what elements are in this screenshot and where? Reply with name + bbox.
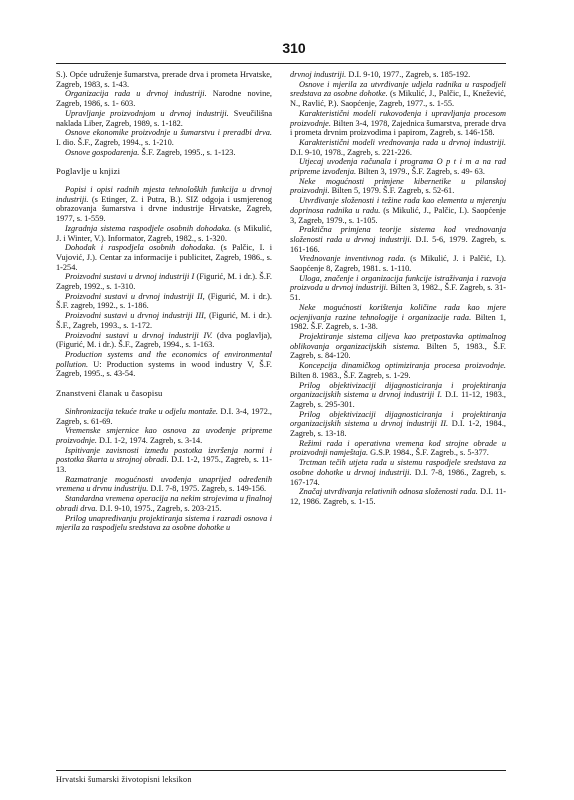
entry-details: (Figurić, M. i dr.). Š.F., Zagreb, 1993., s. 1-172. — [56, 311, 273, 330]
entry-title: Proizvodni sustavi u drvnoj industriji III, — [65, 311, 206, 321]
entry-title: Izgradnja sistema raspodjele osobnih dohodaka. — [65, 223, 232, 233]
entry-details: Bilten 5, 1979. Š.F. Zagreb, s. 52-61. — [329, 186, 455, 196]
entry-title: Ispitivanje zavisnosti između postotka izvršenja normi i postotka škarta u strojnoj obradi. — [56, 445, 272, 465]
bibliography-entry — [290, 439, 506, 458]
entry-details: Bilten 3, 1979., Š.F. Zagreb, s. 49- 63. — [356, 167, 485, 177]
left-column — [56, 70, 272, 533]
entry-title: Projektiranje sistema ciljeva kao pretpostavka optimalnog oblikovanja organizacijskih sistema. — [290, 331, 506, 351]
entry-title: Utjecaj uvođenja računala i programa O p t i m a na rad pripreme izvođenja. — [290, 157, 506, 177]
entry-details: Narodne novine, Zagreb, 1986, s. 1- 603. — [56, 89, 272, 109]
entry-details: D.I. 7-8, 1986., Zagreb, s. 167-174. — [290, 467, 506, 487]
entry-title: Koncepcija dinamičkog optimiziranja procesa proizvodnje. — [299, 361, 506, 371]
bibliography-entry — [290, 225, 506, 254]
bibliography-entry — [290, 157, 506, 176]
bibliography-entry — [290, 138, 506, 157]
bibliography-entry — [56, 426, 272, 445]
entry-title: Osnove gospodarenja. — [65, 147, 140, 157]
bibliography-entry — [290, 177, 506, 196]
bibliography-entry — [290, 70, 506, 80]
bibliography-entry — [290, 332, 506, 361]
entry-title: Production systems and the economics of environmental pollution. — [56, 349, 272, 369]
entry-title: Karakteristični modeli vrednovanja rada u drvnoj industriji. — [299, 137, 506, 147]
entry-details: D.I. 9-10, 1977., Zagreb, s. 185-192. — [346, 70, 471, 79]
entry-title: Praktična primjena teorije sistema kod vrednovanja složenosti rada u drvnoj industriji. — [290, 225, 506, 244]
entry-title: Proizvodni sustavi u drvnoj industriji I — [65, 272, 195, 282]
entry-details: (s Palčic, I. i Vujović, J.). Centar za informacije i publicitet, Zagreb, 1986., s. 1-254. — [56, 243, 272, 272]
bibliography-entry — [290, 80, 506, 109]
bibliography-entry — [290, 254, 506, 273]
bibliography-entry — [56, 292, 272, 311]
right-column — [290, 70, 506, 507]
entry-details: D.I. 1-2, 1974. Zagreb, s. 3-14. — [96, 435, 203, 445]
entry-title: Neke mogućnosti korištenja količine rada kao mjere ocjenjivanja razine tehnologije i organizacije rada. — [290, 302, 506, 322]
bibliography-entry — [290, 196, 506, 225]
entry-details: S.). Opće udruženje šumarstva, prerade drva i prometa Hrvatske, Zagreb, 1983, s. 1-43. — [56, 70, 272, 89]
entry-title: Dohodak i raspodjela osobnih dohodaka. — [65, 243, 216, 253]
bibliography-entry — [56, 224, 272, 243]
entry-details: D.I. 9-10, 1978., Zagreb, s. 221-226. — [290, 147, 412, 157]
entry-details: (s Mikulić, J. i Winter, V.). Informator, Zagreb, 1982., s. 1-320. — [56, 223, 272, 243]
entry-details: I. dio. Š.F., Zagreb, 1994., s. 1-210. — [56, 137, 174, 147]
entry-title: Proizvodni sustavi u drvnoj industriji II, — [65, 291, 205, 301]
bibliography-entry — [56, 311, 272, 330]
entry-details: (Figurić, M. i dr.). Š.F. zagreb, 1992., s. 1-186. — [56, 291, 272, 311]
entry-details: Bilten 5, 1983., Š.F. Zagreb, s. 84-120. — [290, 341, 506, 361]
bibliography-entry — [290, 487, 506, 506]
entry-title: Razmatranje mogućnosti uvođenja unaprijed određenih vremena u drvnu industriju. — [56, 474, 272, 494]
entry-details: Bilten 1, 1982. Š.F. Zagreb, s. 1-38. — [290, 312, 506, 332]
entry-title: Neke mogućnosti primjene kibernetike u pilanskoj proizvodnji. — [290, 176, 506, 196]
entry-title: Prilog objektivizaciji dijagnosticiranja i projektiranja organizacijskih sistema u drvnoj industriji I. — [290, 380, 506, 400]
bibliography-entry — [290, 458, 506, 487]
bibliography-entry — [290, 109, 506, 138]
entry-title: Standardna vremena operacija na nekim strojevima u finalnoj obradi drva. — [56, 494, 272, 513]
entry-details: G.S.P. 1984., Š.F. Zagreb., s. 5-377. — [368, 448, 489, 458]
entry-details: Sveučilišna naklada Liber, Zagreb, 1989, s. 1-182. — [56, 108, 273, 128]
bibliography-entry — [56, 446, 272, 475]
bottom-rule — [56, 770, 506, 771]
entry-details: D.I. 9-10, 1975., Zagreb, s. 203-215. — [97, 503, 222, 513]
entry-details: D.I. 7-8, 1975. Zagreb, s. 149-156. — [148, 484, 267, 494]
entry-details: Š.F. Zagreb, 1995., s. 1-123. — [139, 147, 236, 157]
entry-title: Osnove i mjerila za utvrđivanje udjela radnika u raspodjeli sredstava za osobne dohotke. — [290, 79, 506, 99]
entry-details: D.I. 3-4, 1972., Zagreb, s. 61-69. — [56, 406, 272, 426]
entry-details: D.I. 11-12, 1986. Zagreb, s. 1-15. — [290, 487, 506, 506]
top-rule — [56, 63, 506, 64]
entry-details: Bilten 8. 1983., Š.F. Zagreb, s. 1-29. — [290, 370, 411, 380]
entry-title: Utvrđivanje složenosti i težine rada kao elementa u mjerenju doprinosa radnika u radu. — [290, 196, 506, 215]
bibliography-entry — [56, 407, 272, 426]
bibliography-entry — [56, 185, 272, 224]
entry-details: Bilten 3, 1982., Š.F. Zagreb, s. 31-51. — [290, 283, 506, 303]
page-number: 310 — [282, 40, 306, 56]
bibliography-entry — [56, 89, 272, 108]
entry-details: D.I. 11-12, 1983., Zagreb, s. 295-301. — [290, 390, 506, 409]
bibliography-entry — [290, 410, 506, 439]
entry-title: Osnove ekonomike proizvodnje u šumarstvu i preradbi drva. — [65, 128, 272, 138]
entry-title: Proizvodni sustavi u drvnoj industriji IV. — [65, 330, 213, 340]
entry-details: Bilten 3-4, 1978, Zajednica šumarstva, prerade drva i prometa drvnim proizvodima i papirom, Zagreb, s. 146-158. — [290, 118, 506, 138]
bibliography-entry — [56, 514, 272, 533]
entry-title: Trctman tečih utjeta rada u sistemu raspodjele sredstava za osobne dohotke u drvnoj industriji. — [290, 458, 506, 477]
entry-title: Prilog unapređivanju projektiranja sistema i razradi osnova i mjerila za raspodjelu sredstava za osobne dohotke u — [56, 513, 272, 533]
section-heading: Poglavlje u knjizi — [56, 166, 121, 177]
entry-details: D.I. 1-2, 1984., Zagreb, s. 13-18. — [290, 419, 506, 439]
entry-details: (s Mikulić, J., Palčic, I.). Saopćenje 3, Zagreb, 1979., s. 1-105. — [290, 205, 506, 225]
entry-title: Popisi i opisi radnih mjesta tehnoloških funkcija u drvnoj industriji. — [56, 185, 272, 204]
entry-title: Uloga, značenje i organizacija funkcije istraživanja i razvoja proizvoda u drvnoj industriji. — [290, 273, 506, 293]
bibliography-entry — [56, 243, 272, 272]
bibliography-entry — [56, 148, 272, 158]
entry-details: (s Etinger, Z. i Putra, B.). SIZ odgoja i usmjerenog obrazovanja šumarstva i drvne industrije Hrvatske, Zagreb, 1977, s. 1-559. — [56, 194, 272, 224]
section-heading: Znanstveni članak u časopisu — [56, 388, 163, 399]
bibliography-entry — [56, 128, 272, 147]
entry-title: Sinhronizacija tekuće trake u odjelu montaže. — [65, 406, 218, 416]
entry-title: Organizacija rada u drvnoj industriji. — [65, 89, 207, 99]
bibliography-entry — [290, 361, 506, 380]
bibliography-entry — [56, 494, 272, 513]
entry-details: D.I. 5-6, 1979. Zagreb, s. 161-166. — [290, 234, 507, 254]
entry-title: Režimi rada i operativna vremena kod strojne obrade u proizvodnji namještaja. — [290, 438, 506, 458]
entry-title: Karakteristični modeli rukovođenja i upravljanja procesom proizvodnje. — [290, 108, 506, 128]
bibliography-entry — [56, 475, 272, 494]
entry-details: (Figurić, M. i dr.). Š.F. Zagreb, 1992., s. 1-310. — [56, 272, 273, 292]
entry-title: drvnoj industriji. — [290, 70, 347, 79]
entry-title: Vremenske smjernice kao osnova za uvođenje pripreme proizvodnje. — [56, 426, 272, 445]
entry-details: (s Mikulić, J., Palčic, I., Knežević, N., Ravlić, P.). Saopćenje, Zagreb, 1977., s. 1-55. — [290, 89, 506, 109]
entry-details: U: Production systems in wood industry V, Š.F. Zagreb, 1995., s. 43-54. — [56, 359, 272, 379]
bibliography-entry — [290, 303, 506, 332]
bibliography-entry — [56, 331, 272, 350]
entry-title: Prilog objektivizaciji dijagnosticiranja i projektiranja organizacijskih sistema u drvnoj industriji II. — [290, 409, 506, 429]
bibliography-entry — [290, 274, 506, 303]
entry-details: (dva poglavlja), (Figurić, M. i dr.). Š.F., Zagreb, 1994., s. 1-163. — [56, 330, 272, 350]
entry-details: D.I. 1-2, 1975., Zagreb, s. 11-13. — [56, 455, 272, 475]
bibliography-entry — [290, 381, 506, 410]
entry-details: (s Mikulić, J. i Palčić, I.). Saopćenje 8, Zagreb, 1981. s. 1-110. — [290, 254, 506, 274]
entry-title: Značaj utvrđivanja relativnih odnosa složenosti rada. — [299, 487, 478, 497]
entry-title: Vrednovanje inventivnog rada. — [299, 254, 406, 264]
bibliography-entry — [56, 272, 272, 291]
entry-title: Upravljanje proizvodnjom u drvnoj industriji. — [65, 108, 229, 118]
bibliography-entry — [56, 350, 272, 379]
bibliography-entry — [56, 109, 272, 128]
bibliography-entry — [56, 70, 272, 89]
footer-text: Hrvatski šumarski životopisni leksikon — [56, 775, 192, 784]
